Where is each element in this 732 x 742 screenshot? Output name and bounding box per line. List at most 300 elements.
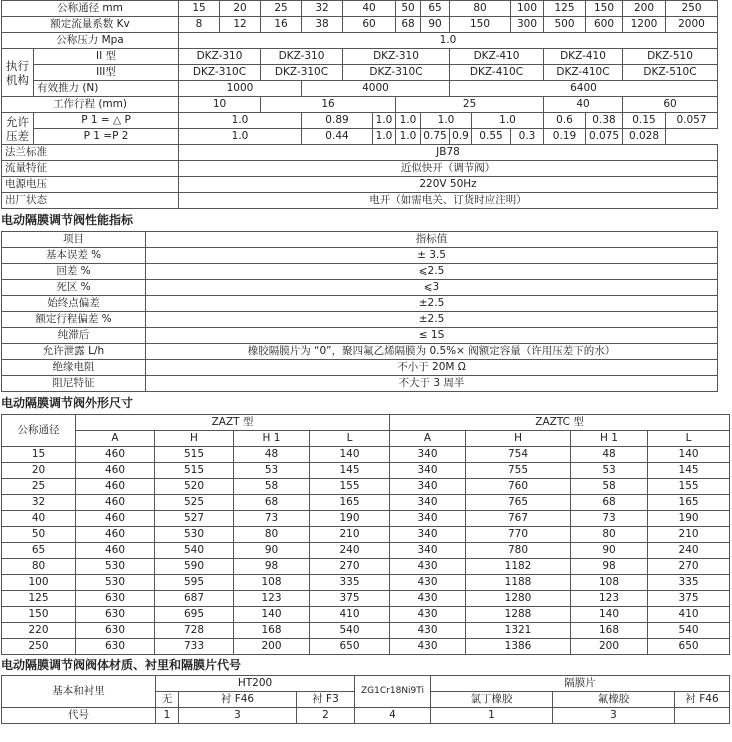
kv-cell: 60	[343, 17, 396, 33]
perf-item: 始终点偏差	[2, 296, 146, 312]
dim-value-cell: 430	[390, 575, 466, 591]
p1-dp-cell: 0.6	[544, 113, 586, 129]
perf-header-value: 指标值	[146, 232, 718, 248]
dim-value-cell: 335	[310, 575, 390, 591]
thrust-row	[2, 81, 718, 97]
dim-value-cell: 540	[155, 543, 234, 559]
dim-value-cell: 98	[234, 559, 310, 575]
dim-value-cell: 68	[234, 495, 310, 511]
spec-table	[1, 0, 718, 209]
section-heading-performance: 电动隔膜调节阀性能指标	[1, 213, 134, 227]
perf-value: 不小于 20M Ω	[146, 360, 718, 376]
thrust-label: 有效推力 (N)	[34, 81, 179, 97]
dim-value-cell: 340	[390, 527, 466, 543]
perf-value: ⩽3	[146, 280, 718, 296]
kv-cell: 600	[586, 17, 623, 33]
dim-dn-cell: 150	[2, 607, 76, 623]
dim-value-cell: 145	[310, 463, 390, 479]
dn-cell: 100	[511, 1, 544, 17]
mat-code: 4	[355, 708, 431, 724]
dim-body	[2, 447, 730, 655]
pressure-row	[2, 33, 718, 49]
dim-dn-cell: 65	[2, 543, 76, 559]
mat-f3-label: 衬 F3	[297, 692, 355, 708]
dim-value-cell: 58	[234, 479, 310, 495]
type2-label: II 型	[34, 49, 179, 65]
mat-ht200-label: HT200	[156, 676, 355, 692]
dim-value-cell: 460	[76, 511, 155, 527]
mat-code: 3	[179, 708, 297, 724]
dn-cell: 15	[179, 1, 220, 17]
dim-value-cell: 53	[571, 463, 648, 479]
dn-cell: 80	[450, 1, 511, 17]
dim-value-cell: 460	[76, 447, 155, 463]
dim-value-cell: 270	[648, 559, 730, 575]
dim-col-header: H	[155, 431, 234, 447]
allowed-dp-label: 允许压差	[2, 113, 34, 145]
p1-dp-cell: 1.0	[396, 113, 421, 129]
perf-item: 死区 %	[2, 280, 146, 296]
p1-dp-cell: 1.0	[472, 113, 544, 129]
kv-cell: 1200	[623, 17, 666, 33]
perf-row	[2, 344, 718, 360]
perf-row	[2, 328, 718, 344]
dim-value-cell: 340	[390, 543, 466, 559]
flange-row	[2, 145, 718, 161]
power-row	[2, 177, 718, 193]
dim-value-cell: 155	[310, 479, 390, 495]
flange-label: 法兰标准	[2, 145, 179, 161]
thrust-cell: 6400	[450, 81, 718, 97]
p1-p2-cell: 1.0	[179, 129, 302, 145]
dim-value-cell: 210	[648, 527, 730, 543]
p1-p2-cell: 0.9	[450, 129, 472, 145]
perf-value: ±2.5	[146, 296, 718, 312]
type2-cell: DKZ-410	[450, 49, 544, 65]
p1-p2-label: P 1 =P 2	[34, 129, 179, 145]
dim-value-cell: 340	[390, 479, 466, 495]
dim-value-cell: 140	[310, 447, 390, 463]
dim-value-cell: 240	[648, 543, 730, 559]
flow-value: 近似快开（调节阀）	[179, 161, 718, 177]
mat-code: 3	[553, 708, 675, 724]
dim-value-cell: 540	[648, 623, 730, 639]
perf-value: ±2.5	[146, 312, 718, 328]
dim-value-cell: 595	[155, 575, 234, 591]
dim-dn-cell: 25	[2, 479, 76, 495]
mat-zg-label: ZG1Cr18Ni9Ti	[355, 676, 431, 708]
p1-p2-cell: 0.55	[472, 129, 511, 145]
type2-cell: DKZ-310	[261, 49, 343, 65]
dim-value-cell: 410	[648, 607, 730, 623]
thrust-cell: 1000	[179, 81, 302, 97]
kv-cell: 2000	[666, 17, 718, 33]
dn-label: 公称通径 mm	[2, 1, 179, 17]
perf-value: ⩽2.5	[146, 264, 718, 280]
dim-value-cell: 630	[76, 591, 155, 607]
dim-value-cell: 733	[155, 639, 234, 655]
dn-row	[2, 1, 718, 17]
dim-value-cell: 165	[648, 495, 730, 511]
kv-cell: 12	[220, 17, 261, 33]
type2-cell: DKZ-510	[623, 49, 718, 65]
dim-value-cell: 210	[310, 527, 390, 543]
dim-row	[2, 511, 730, 527]
dim-value-cell: 123	[571, 591, 648, 607]
dim-value-cell: 515	[155, 463, 234, 479]
dim-row	[2, 591, 730, 607]
dim-value-cell: 108	[234, 575, 310, 591]
dim-value-cell: 53	[234, 463, 310, 479]
factory-row	[2, 193, 718, 209]
perf-row	[2, 248, 718, 264]
dn-cell: 50	[396, 1, 421, 17]
type3-cell: DKZ-410C	[450, 65, 544, 81]
p1-dp-cell: 0.38	[586, 113, 623, 129]
dim-value-cell: 340	[390, 463, 466, 479]
dim-value-cell: 530	[76, 575, 155, 591]
dim-value-cell: 48	[234, 447, 310, 463]
dim-row	[2, 575, 730, 591]
dim-value-cell: 155	[648, 479, 730, 495]
dim-col-header: H 1	[571, 431, 648, 447]
perf-item: 绝缘电阻	[2, 360, 146, 376]
dim-value-cell: 123	[234, 591, 310, 607]
dim-row	[2, 479, 730, 495]
mat-f46-label: 衬 F46	[179, 692, 297, 708]
perf-row	[2, 376, 718, 392]
dim-value-cell: 48	[571, 447, 648, 463]
dim-value-cell: 540	[310, 623, 390, 639]
p1-dp-cell: 0.15	[623, 113, 666, 129]
dim-value-cell: 515	[155, 447, 234, 463]
dim-value-cell: 460	[76, 527, 155, 543]
kv-row	[2, 17, 718, 33]
dim-value-cell: 525	[155, 495, 234, 511]
stroke-cell: 10	[179, 97, 261, 113]
type2-cell: DKZ-310	[179, 49, 261, 65]
perf-item: 纯滞后	[2, 328, 146, 344]
dim-value-cell: 430	[390, 607, 466, 623]
perf-item: 允许泄露 L/h	[2, 344, 146, 360]
dim-value-cell: 760	[466, 479, 571, 495]
dim-value-cell: 80	[571, 527, 648, 543]
p1-p2-cell: 0.44	[302, 129, 373, 145]
dim-dn-cell: 125	[2, 591, 76, 607]
dim-value-cell: 73	[571, 511, 648, 527]
dim-row	[2, 543, 730, 559]
dim-col-header: H 1	[234, 431, 310, 447]
dim-value-cell: 68	[571, 495, 648, 511]
perf-header-row	[2, 232, 718, 248]
pressure-value: 1.0	[179, 33, 718, 49]
p1-dp-label: P 1 = △ P	[34, 113, 179, 129]
materials-table	[1, 675, 730, 724]
dim-value-cell: 650	[310, 639, 390, 655]
dim-value-cell: 460	[76, 495, 155, 511]
perf-item: 阻尼特征	[2, 376, 146, 392]
dim-row	[2, 639, 730, 655]
dim-value-cell: 650	[648, 639, 730, 655]
p1-p2-cell: 0.028	[623, 129, 666, 145]
dim-zazt-label: ZAZT 型	[76, 415, 390, 431]
dim-value-cell: 520	[155, 479, 234, 495]
dim-value-cell: 527	[155, 511, 234, 527]
dim-col-header: L	[648, 431, 730, 447]
dim-value-cell: 430	[390, 591, 466, 607]
dim-value-cell: 1182	[466, 559, 571, 575]
dim-row	[2, 559, 730, 575]
dim-value-cell: 340	[390, 511, 466, 527]
type3-cell: DKZ-310C	[179, 65, 261, 81]
thrust-cell: 4000	[302, 81, 450, 97]
dim-value-cell: 58	[571, 479, 648, 495]
stroke-cell: 16	[261, 97, 396, 113]
stroke-cell: 25	[396, 97, 544, 113]
dim-value-cell: 80	[234, 527, 310, 543]
kv-cell: 90	[421, 17, 450, 33]
dim-value-cell: 590	[155, 559, 234, 575]
dn-cell: 25	[261, 1, 302, 17]
type2-row	[2, 49, 718, 65]
dim-value-cell: 73	[234, 511, 310, 527]
dim-dn-cell: 220	[2, 623, 76, 639]
mat-code: 1	[431, 708, 553, 724]
mat-none-label: 无	[156, 692, 179, 708]
perf-item: 额定行程偏差 %	[2, 312, 146, 328]
mat-rubber-label: 氯丁橡胶	[431, 692, 553, 708]
dim-value-cell: 630	[76, 639, 155, 655]
dim-value-cell: 98	[571, 559, 648, 575]
dim-value-cell: 375	[310, 591, 390, 607]
dim-value-cell: 90	[234, 543, 310, 559]
dim-row	[2, 527, 730, 543]
mat-code: 2	[297, 708, 355, 724]
p1-p2-cell: 1.0	[396, 129, 421, 145]
dim-row	[2, 607, 730, 623]
section-heading-dimensions: 电动隔膜调节阀外形尺寸	[1, 396, 134, 410]
dim-header-row	[2, 415, 730, 431]
dim-value-cell: 460	[76, 543, 155, 559]
kv-cell: 300	[511, 17, 544, 33]
stroke-cell: 40	[544, 97, 623, 113]
p1-p2-cell: 1.0	[373, 129, 396, 145]
power-label: 电源电压	[2, 177, 179, 193]
dn-cell: 32	[302, 1, 343, 17]
kv-cell: 16	[261, 17, 302, 33]
dim-value-cell: 340	[390, 447, 466, 463]
dim-col-header: A	[76, 431, 155, 447]
dim-value-cell: 340	[390, 495, 466, 511]
type2-cell: DKZ-410	[544, 49, 623, 65]
p1-p2-cell: 0.75	[421, 129, 450, 145]
mat-code-row	[2, 708, 730, 724]
dim-value-cell: 460	[76, 463, 155, 479]
factory-label: 出厂状态	[2, 193, 179, 209]
dim-value-cell: 1188	[466, 575, 571, 591]
dim-value-cell: 90	[571, 543, 648, 559]
kv-cell: 150	[450, 17, 511, 33]
perf-item: 基本误差 %	[2, 248, 146, 264]
dim-col-header: H	[466, 431, 571, 447]
dim-value-cell: 165	[310, 495, 390, 511]
dim-value-cell: 190	[310, 511, 390, 527]
dim-row	[2, 623, 730, 639]
mat-fluoro-label: 氟橡胶	[553, 692, 675, 708]
perf-value: ≤ 1S	[146, 328, 718, 344]
dim-row	[2, 447, 730, 463]
mat-header-row	[2, 676, 730, 692]
dim-value-cell: 754	[466, 447, 571, 463]
stroke-row	[2, 97, 718, 113]
dim-value-cell: 140	[234, 607, 310, 623]
dim-dn-cell: 32	[2, 495, 76, 511]
section-heading-materials: 电动隔膜调节阀阀体材质、衬里和隔膜片代号	[1, 658, 242, 672]
p1-dp-cell: 1.0	[179, 113, 302, 129]
perf-item: 回差 %	[2, 264, 146, 280]
dim-value-cell: 240	[310, 543, 390, 559]
mat-code-label: 代号	[2, 708, 156, 724]
type3-cell: DKZ-510C	[623, 65, 718, 81]
pressure-label: 公称压力 Mpa	[2, 33, 179, 49]
dim-value-cell: 430	[390, 623, 466, 639]
dim-value-cell: 695	[155, 607, 234, 623]
mat-code: 1	[156, 708, 179, 724]
actuator-label: 执行机构	[2, 49, 34, 97]
p1-p2-cell: 0.075	[586, 129, 623, 145]
dn-cell: 250	[666, 1, 718, 17]
perf-row	[2, 296, 718, 312]
dim-value-cell: 168	[571, 623, 648, 639]
dim-col-header: A	[390, 431, 466, 447]
mat-diaphragm-f46-label: 衬 F46	[675, 692, 730, 708]
type3-cell: DKZ-310C	[343, 65, 450, 81]
dim-value-cell: 1288	[466, 607, 571, 623]
p1-p2-cell: 0.19	[544, 129, 586, 145]
p1-p2-row	[2, 129, 718, 145]
dim-value-cell: 168	[234, 623, 310, 639]
type3-cell: DKZ-410C	[544, 65, 623, 81]
dim-dn-cell: 250	[2, 639, 76, 655]
dim-value-cell: 687	[155, 591, 234, 607]
dimensions-table	[1, 414, 730, 655]
stroke-label: 工作行程 (mm)	[2, 97, 179, 113]
p1-p2-cell: 0.3	[511, 129, 544, 145]
p1-dp-cell: 0.057	[666, 113, 718, 129]
dn-cell: 20	[220, 1, 261, 17]
dim-dn-cell: 50	[2, 527, 76, 543]
dn-cell: 65	[421, 1, 450, 17]
stroke-cell: 60	[623, 97, 718, 113]
perf-value: ± 3.5	[146, 248, 718, 264]
kv-cell: 38	[302, 17, 343, 33]
dim-value-cell: 1321	[466, 623, 571, 639]
dn-cell: 200	[623, 1, 666, 17]
mat-diaphragm-label: 隔膜片	[431, 676, 730, 692]
dim-value-cell: 630	[76, 607, 155, 623]
type3-row	[2, 65, 718, 81]
dim-value-cell: 145	[648, 463, 730, 479]
dim-dn-cell: 15	[2, 447, 76, 463]
perf-row	[2, 280, 718, 296]
dim-value-cell: 410	[310, 607, 390, 623]
dim-zaztc-label: ZAZTC 型	[390, 415, 730, 431]
dim-dn-cell: 20	[2, 463, 76, 479]
dim-value-cell: 780	[466, 543, 571, 559]
dim-value-cell: 140	[648, 447, 730, 463]
p1-dp-cell: 1.0	[373, 113, 396, 129]
perf-row	[2, 360, 718, 376]
dim-row	[2, 495, 730, 511]
dn-cell: 40	[343, 1, 396, 17]
dn-cell: 125	[544, 1, 586, 17]
kv-cell: 68	[396, 17, 421, 33]
dim-value-cell: 200	[234, 639, 310, 655]
perf-row	[2, 312, 718, 328]
p1-dp-cell: 0.89	[302, 113, 373, 129]
flow-row	[2, 161, 718, 177]
perf-value: 橡胶隔膜片为 “0”，聚四氟乙烯隔膜为 0.5%× 阀额定容量（许用压差下的水）	[146, 344, 718, 360]
dim-value-cell: 190	[648, 511, 730, 527]
dim-row	[2, 463, 730, 479]
flange-value: JB78	[179, 145, 718, 161]
dim-value-cell: 108	[571, 575, 648, 591]
dim-value-cell: 200	[571, 639, 648, 655]
p1-dp-row	[2, 113, 718, 129]
perf-value: 不大于 3 周半	[146, 376, 718, 392]
perf-header-item: 项目	[2, 232, 146, 248]
dim-value-cell: 460	[76, 479, 155, 495]
mat-code	[675, 708, 730, 724]
dim-value-cell: 530	[155, 527, 234, 543]
dn-cell: 150	[586, 1, 623, 17]
dim-value-cell: 430	[390, 639, 466, 655]
kv-cell: 500	[544, 17, 586, 33]
dim-dn-cell: 80	[2, 559, 76, 575]
dim-value-cell: 630	[76, 623, 155, 639]
dim-value-cell: 1386	[466, 639, 571, 655]
dim-value-cell: 430	[390, 559, 466, 575]
factory-value: 电开（如需电关、订货时应注明）	[179, 193, 718, 209]
dim-value-cell: 530	[76, 559, 155, 575]
dim-dn-cell: 40	[2, 511, 76, 527]
power-value: 220V 50Hz	[179, 177, 718, 193]
dim-value-cell: 1280	[466, 591, 571, 607]
dim-value-cell: 765	[466, 495, 571, 511]
dim-col-header: L	[310, 431, 390, 447]
dim-value-cell: 755	[466, 463, 571, 479]
kv-cell: 8	[179, 17, 220, 33]
dim-dn-cell: 100	[2, 575, 76, 591]
dim-value-cell: 767	[466, 511, 571, 527]
dim-value-cell: 270	[310, 559, 390, 575]
dim-value-cell: 770	[466, 527, 571, 543]
type3-cell: DKZ-310C	[261, 65, 343, 81]
dim-value-cell: 728	[155, 623, 234, 639]
dim-dn-label: 公称通径	[2, 415, 76, 447]
dim-value-cell: 375	[648, 591, 730, 607]
flow-label: 流量特征	[2, 161, 179, 177]
dim-value-cell: 140	[571, 607, 648, 623]
kv-label: 额定流量系数 Kv	[2, 17, 179, 33]
p1-dp-cell: 1.0	[421, 113, 472, 129]
performance-table	[1, 231, 718, 392]
dim-value-cell: 335	[648, 575, 730, 591]
type3-label: III型	[34, 65, 179, 81]
mat-body-label: 基本和衬里	[2, 676, 156, 708]
type2-cell: DKZ-310	[343, 49, 450, 65]
perf-row	[2, 264, 718, 280]
